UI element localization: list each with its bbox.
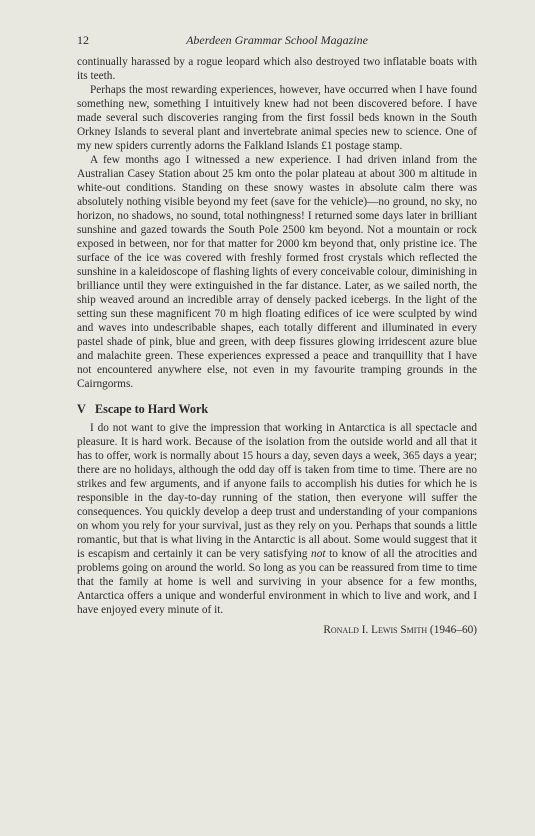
section-title: Escape to Hard Work <box>95 402 209 416</box>
paragraph-hard-work-part2: to know of all the atrocities and problems going on around the world. So long as you can be reassured from time to time that the family at home is well and surviving in your absence for a few months, Antarctica offers a unique and wonderful environment in which to live and work, and I have enjoyed every minute of it. <box>77 548 477 616</box>
paragraph-continuation: continually harassed by a rogue leopard which also destroyed two inflatable boats with its teeth. <box>77 56 477 82</box>
page-number: 12 <box>77 33 89 47</box>
paragraph-discoveries: Perhaps the most rewarding experiences, however, have occurred when I have found something new, something I intuitively knew had not been discovered before. I have made several such discoveries ranging from the first fossil beds known in the South Orkney Islands to several plant and invertebrate animal species new to science. One of my new spiders currently adorns the Falkland Islands £1 postage stamp. <box>77 84 477 152</box>
paragraph-hard-work <box>77 421 477 617</box>
page-header <box>77 32 477 48</box>
section-number: V <box>77 402 86 416</box>
paragraph-new-experience: A few months ago I witnessed a new experience. I had driven inland from the Australian Casey Station about 25 km onto the polar plateau at about 300 m altitude in white-out conditions. Standing on these snowy wastes in absolute calm there was absolutely nothing visible beyond my feet (save for the vehicle)—no ground, no sky, no horizon, no shadows, no sound, total nothingness! I returned some days later in brilliant sunshine and gazed towards the South Pole 2500 km beyond. Not a mountain or rock exposed in between, nor for that matter for 2000 km beyond that, only pristine ice. The surface of the ice was covered with freshly formed frost crystals which reflected the sunshine in a kaleidoscope of flashing lights of every conceivable colour, diminishing in brilliance until they were extinguished in the far distance. Later, as we sailed north, the ship weaved around an incredible array of densely packed icebergs. In the light of the setting sun these magnificent 70 m high floating edifices of ice were sculpted by wind and waves into undescribable shapes, each totally different and illuminated in every pastel shade of pink, blue and green, with deep fissures glowing irridescent azure blue and malachite green. These experiences expressed a peace and tranquillity that I have not encountered anywhere else, not even in my favourite tramping grounds in the Cairngorms. <box>77 154 477 390</box>
author-signature: Ronald I. Lewis Smith (1946–60) <box>323 624 477 636</box>
paragraph-hard-work-part1: I do not want to give the impression that working in Antarctica is all spectacle and pleasure. It is hard work. Because of the isolation from the outside world and all that it has to offer, work is normally about 15 hours a day, seven days a week, 365 days a year; there are no holidays, although the odd day off is taken from time to time. There are no strikes and few arguments, and if anyone fails to accomplish his duties for which he is responsible in the day-to-day running of the station, then everyone will suffer the consequences. You quickly develop a deep trust and understanding of your companions on whom you rely for your survival, just as they rely on you. Perhaps that sounds a little romantic, but that is what living in the Antarctic is all about. Some would suggest that it is escapism and certainly it can be very satisfying <box>77 422 477 560</box>
article-body <box>77 55 477 637</box>
running-title: Aberdeen Grammar School Magazine <box>186 33 368 47</box>
emphasis-not: not <box>311 548 326 560</box>
section-heading <box>77 401 477 417</box>
